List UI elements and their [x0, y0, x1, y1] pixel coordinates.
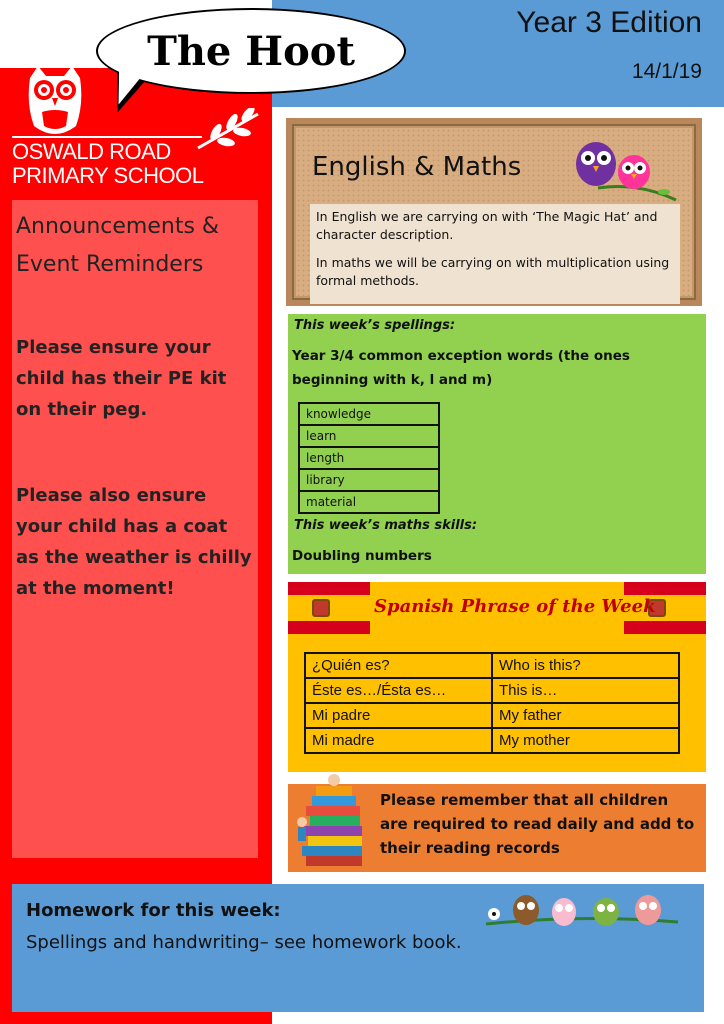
coat-reminder: Please also ensure your child has a coat as the weather is chilly at the moment!: [16, 485, 252, 599]
spanish-title: Spanish Phrase of the Week: [374, 596, 656, 617]
spellings-intro: Year 3/4 common exception words (the ones beginning with k, l and m): [292, 348, 630, 388]
spanish-phrase: ¿Quién es?: [305, 653, 492, 678]
table-row: [299, 403, 439, 425]
announcements-panel: [12, 200, 258, 858]
english-text: In English we are carrying on with ‘The Magic Hat’ and character description.: [316, 209, 658, 242]
table-row: [299, 447, 439, 469]
maths-text: In maths we will be carrying on with multiplication using formal methods.: [316, 255, 670, 288]
announcements-title-line1: Announcements &: [16, 214, 220, 239]
homework-title: Homework for this week:: [26, 900, 281, 921]
spanish-phrase: Mi padre: [305, 703, 492, 728]
spanish-phrase: Éste es…/Ésta es…: [305, 678, 492, 703]
homework-text: Spellings and handwriting– see homework book.: [26, 932, 462, 953]
spelling-words-table: [298, 402, 440, 514]
pe-kit-reminder: Please ensure your child has their PE kit on their peg.: [16, 337, 227, 420]
homework-panel: [12, 884, 704, 1012]
table-row: [305, 653, 679, 678]
school-name: [12, 140, 203, 188]
spanish-panel: [288, 582, 706, 772]
spelling-word: length: [299, 447, 439, 469]
reading-reminder-text: Please remember that all children are required to read daily and add to their reading records: [380, 791, 695, 857]
english-maths-note: [310, 204, 680, 304]
spelling-word: knowledge: [299, 403, 439, 425]
english-maths-title: English & Maths: [312, 152, 522, 182]
reading-reminder-panel: [288, 784, 706, 872]
issue-date: 14/1/19: [631, 60, 702, 83]
spelling-word: learn: [299, 425, 439, 447]
table-row: [299, 469, 439, 491]
english-translation: My father: [492, 703, 679, 728]
school-name-line1: OSWALD ROAD: [12, 139, 171, 164]
table-row: [305, 703, 679, 728]
table-row: [305, 728, 679, 753]
leaf-branch-icon: [196, 108, 260, 152]
title-speech-bubble: [96, 8, 406, 94]
owl-logo-icon: [22, 64, 88, 140]
announcements-title: [16, 208, 256, 284]
spanish-phrase: Mi madre: [305, 728, 492, 753]
spanish-phrase-table: [304, 652, 680, 754]
spelling-word: library: [299, 469, 439, 491]
english-translation: Who is this?: [492, 653, 679, 678]
table-row: [299, 425, 439, 447]
spellings-panel: [288, 314, 706, 574]
maths-skill: Doubling numbers: [292, 548, 432, 564]
maths-skills-heading: This week’s maths skills:: [294, 518, 478, 533]
book-stack-icon: [296, 772, 372, 868]
school-name-line2: PRIMARY SCHOOL: [12, 163, 204, 188]
owls-on-branch-icon: [568, 138, 678, 204]
owls-on-branch-icon: [482, 888, 682, 938]
english-translation: This is…: [492, 678, 679, 703]
table-row: [299, 491, 439, 513]
spain-flag-icon: [288, 582, 370, 634]
announcements-title-line2: Event Reminders: [16, 252, 204, 277]
spellings-heading: This week’s spellings:: [294, 318, 456, 333]
spelling-word: material: [299, 491, 439, 513]
table-row: [305, 678, 679, 703]
english-translation: My mother: [492, 728, 679, 753]
edition-label: Year 3 Edition: [516, 6, 702, 39]
logo-divider: [12, 136, 202, 138]
newsletter-title: The Hoot: [147, 27, 355, 75]
